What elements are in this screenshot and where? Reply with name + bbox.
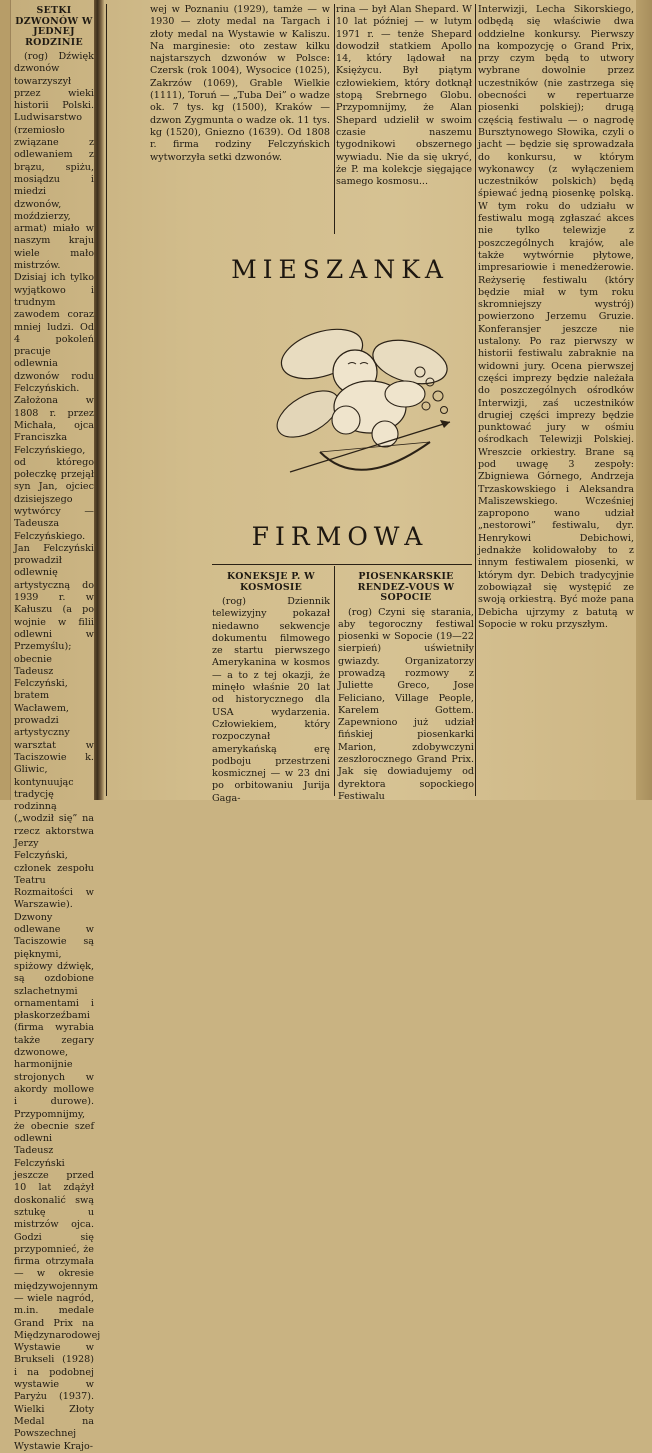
article-space-continued-text: rina — był Alan Shepard. W 10 lat później — w lutym 1971 r. — tenże Shepard dowodził statkiem Apollo 14, który lądował na Księżycu. Był piątym człowiekiem, który dotknął stopą Srebrnego Globu. Przypomnijmy, że Alan Shepard udzielił w swoim czasie naszemu tygodnikowi obszernego wywiadu. Nie da się ukryć, że P. ma kolekcje sięgające samego kosmosu... <box>336 4 472 188</box>
adjacent-page-edge <box>0 0 11 800</box>
right-page-edge <box>636 0 652 800</box>
article-sopot-continued <box>478 4 634 798</box>
article-sopot-heading: PIOSENKARSKIE RENDEZ-VOUS W SOPOCIE <box>357 571 455 603</box>
column-rule <box>475 4 476 796</box>
section-title-top: MIESZANKA <box>231 255 449 284</box>
cupid-illustration <box>260 302 460 512</box>
article-bells-column <box>14 4 101 1452</box>
article-bells-continued <box>150 4 330 236</box>
article-sopot <box>338 570 474 802</box>
article-space-continued <box>336 4 472 236</box>
article-space-heading: KONEKSJE P. W KOSMOSIE <box>227 571 315 593</box>
section-title-bottom: FIRMOWA <box>251 522 429 551</box>
page-fold <box>94 0 104 800</box>
article-sopot-text: (rog) Czyni się starania, aby tegoroczny festiwal piosenki w Sopocie (19—22 sierpień) uświetniły gwiazdy. Organizatorzy prowadzą rozmowy z Juliette Greco, Jose Feliciano, Village People, Karelem Gottem. Zapewniono już udział fińskiej piosenkarki Marion, zdobywczyni zeszłorocznego Grand Prix. Jak się dowiadujemy od dyrektora sopockiego Festiwalu <box>338 606 474 802</box>
column-rule <box>334 566 335 796</box>
article-bells-heading: SETKI DZWONÓW W JEDNEJ RODZINIE <box>15 5 93 48</box>
column-rule <box>106 4 107 796</box>
column-rule <box>334 4 335 234</box>
article-bells-continued-text: wej w Poznaniu (1929), tamże — w 1930 — złoty medal na Targach i złoty medal na Wystawie w Kaliszu. Na marginesie: oto zestaw kilku najstarszych dzwonów w Polsce: Czersk (rok 1004), Wysocice (1025), Zakrzów (1069), Grable Wielkie (1111), Toruń — „Tuba Dei” o wadze ok. 7 tys. kg (1500), Kraków — dzwon Zygmunta o wadze ok. 11 tys. kg (1520), Gniezno (1639). Od 1808 r. firma rodziny Felczyńskich wytworzyła setki dzwonów. <box>150 4 330 163</box>
article-space <box>212 570 330 804</box>
section-rule <box>212 564 472 565</box>
article-space-text: (rog) Dziennik telewizyjny pokazał niedawno sekwencje dokumentu filmowego ze startu pierwszego Amerykanina w kosmos — a to z tej okazji, że minęło właśnie 20 lat od historycznego dla USA wydarzenia. Człowiekiem, który rozpoczynał amerykańską erę podboju przestrzeni kosmicznej — w 23 dni po orbitowaniu Jurija Gaga- <box>212 596 330 804</box>
article-bells-text: (rog) Dźwięk dzwonów towarzyszył przez wieki historii Polski. Ludwisarstwo (rzemiosło związane z odlewaniem z brązu, spiżu, mosiądzu i miedzi dzwonów, moździerzy, armat) miało w naszym kraju wiele mało mistrzów. Dzisiaj ich tylko wyjątkowo i trudnym zawodem coraz mniej ludzi. Od 4 pokoleń pracuje odlewnia dzwonów rodu Felczyńskich. Założona w 1808 r. przez Michała, ojca Franciszka Felczyńskiego, od którego połeczkę przejął syn Jan, ojciec dzisiejszego wytwórcy — Tadeusza Felczyńskiego. Jan Felczyński prowadził odlewnię artystyczną do 1939 r. w Kałuszu (a po wojnie w filii odlewni w Przemyślu); obecnie Tadeusz Felczyński, bratem Wacławem, prowadzi artystyczny warsztat w Taciszowie k. Gliwic, kontynuując tradycję rodzinną („wodził się” na rzecz aktorstwa Jerzy Felczyński, członek zespołu Teatru Rozmaitości w Warszawie). Dzwony odlewane w Taciszowie są pięknymi, spiżowy dźwięk, są ozdobione szlachetnymi ornamentami i płaskorzeźbami (firma wyrabia także zegary dzwonowe, harmonijnie strojonych w akordy mollowe i durowe). Przypomnijmy, że obecnie szef odlewni Tadeusz Felczyński jeszcze przed 10 lat zdążył doskonalić swą sztukę u mistrzów ojca. Godzi się przypomnieć, że firma otrzymała — w okresie międzywojennym — wiele nagród, m.in. medale Grand Prix na Międzynarodowej Wystawie w Brukseli (1928) i na podobnej wystawie w Paryżu (1937). Wielki Złoty Medal na Powszechnej Wystawie Krajo- <box>14 51 101 1452</box>
article-sopot-continued-text: Interwizji, Lecha Sikorskiego, odbędą się właściwie dwa oddzielne konkursy. Pierwszy na kompozycję o Grand Prix, przy czym będą to utwory wybrane dowolnie przez uczestników (nie zastrzega się obecności w repertuarze piosenki polskiej); drugą częścią festiwalu — o nagrodę Bursztynowego Słowika, czyli o jacht — będzie się sprowadzała do konkursu, w którym wykonawcy (z wyłączeniem uczestników polskich) będą śpiewać jedną piosenkę polską. W tym roku do udziału w festiwalu mogą zgłaszać akces nie tylko telewizje z poszczególnych krajów, ale także wytwórnie płytowe, impresariowie i menedżerowie. Reżyserię festiwalu (który będzie miał w tym roku skromniejszy wystrój) powierzono Jerzemu Gruzie. Konferansjer jeszcze nie ustalony. Po raz pierwszy w historii festiwalu zabraknie na widowni jury. Ocena pierwszej części imprezy będzie należała do poszczególnych ośrodków Interwizji, zaś uczestników drugiej części imprezy będzie punktować jury w ośmiu ośrodkach Telewizji Polskiej. Wreszcie orkiestry. Brane są pod uwagę 3 zespoły: Zbigniewa Górnego, Andrzeja Trzaskowskiego i Aleksandra Maliszewskiego. Wcześniej zapropono wano udział „nestorowi” festiwalu, dyr. Henrykowi Debichowi, jednakże kolidowałoby to z innym festiwalem piosenki, w którym dyr. Debich tradycyjnie zobowiązał się występić ze swoją orkiestrą. Być może pana Debicha ujrzymy z batutą w Sopocie w roku przyszłym. <box>478 4 634 630</box>
